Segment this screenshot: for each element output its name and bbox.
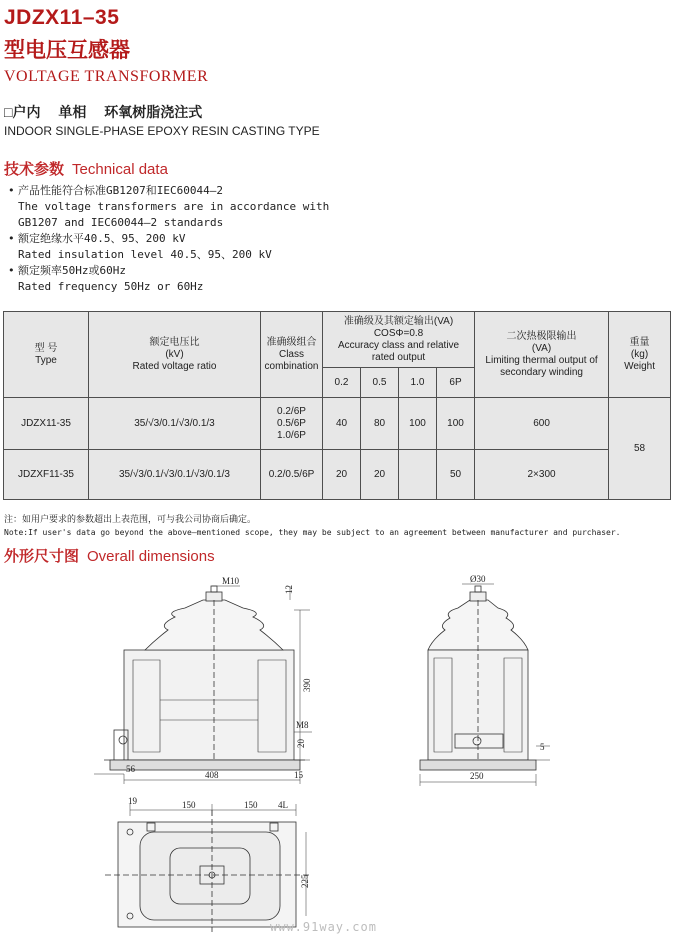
dim-5: 5	[540, 742, 545, 752]
list-item-en: Rated insulation level 40.5、95、200 kV	[18, 248, 272, 261]
dim-225: 225	[300, 874, 310, 888]
dim-56: 56	[126, 764, 135, 774]
cell-weight: 58	[609, 398, 671, 500]
dim-150b: 150	[244, 800, 258, 810]
cell-out-0.5: 80	[361, 398, 399, 450]
cell-out-6p: 50	[437, 450, 475, 500]
cell-out-0.2: 40	[323, 398, 361, 450]
header-ratio: 额定电压比 (kV) Rated voltage ratio	[89, 312, 261, 398]
header-thermal: 二次热极限输出 (VA) Limiting thermal output of secondary winding	[475, 312, 609, 398]
header-type: 型 号 Type	[4, 312, 89, 398]
cell-out-1.0: 100	[399, 398, 437, 450]
cell-out-0.5: 20	[361, 450, 399, 500]
header-acc-0.5: 0.5	[361, 368, 399, 398]
list-item: • 产品性能符合标准GB1207和IEC60044–2	[8, 183, 329, 199]
list-item-en: Rated frequency 50Hz or 60Hz	[18, 280, 204, 293]
dim-19: 19	[128, 796, 137, 806]
dim-12: 12	[284, 585, 294, 594]
cell-out-6p: 100	[437, 398, 475, 450]
list-item: • 额定频率50Hz或60Hz	[8, 263, 329, 279]
dim-20: 20	[296, 739, 306, 748]
cell-ratio: 35/√3/0.1/√3/0.1/√3/0.1/3	[89, 450, 261, 500]
cell-thermal: 2×300	[475, 450, 609, 500]
model-number: JDZX11–35	[4, 6, 120, 29]
dimensions-heading-en: Overall dimensions	[87, 548, 215, 565]
watermark: www.91way.com	[270, 920, 377, 934]
plan-view	[105, 804, 312, 932]
dim-4l: 4L	[278, 800, 288, 810]
table-row	[4, 450, 671, 500]
dimensions-heading	[4, 545, 215, 566]
technical-heading-cn: 技术参数	[4, 161, 65, 178]
dim-408: 408	[205, 770, 219, 780]
product-title-en: VOLTAGE TRANSFORMER	[4, 68, 209, 85]
cell-thermal: 600	[475, 398, 609, 450]
dim-dia30: Ø30	[470, 574, 486, 584]
product-title-cn: 型电压互感器	[4, 39, 130, 62]
header-class: 准确级组合 Class combination	[261, 312, 323, 398]
note-cn: 注：如用户要求的参数超出上表范围，可与我公司协商后确定。	[4, 514, 257, 524]
header-acc-0.2: 0.2	[323, 368, 361, 398]
cell-out-0.2: 20	[323, 450, 361, 500]
type-cn-single-phase: 单相	[58, 104, 87, 120]
cell-ratio: 35/√3/0.1/√3/0.1/3	[89, 398, 261, 450]
note-en: Note:If user's data go beyond the above—mentioned scope, they may be subject to an agreement between manufacturer and purchaser.	[4, 528, 621, 537]
cell-out-1.0	[399, 450, 437, 500]
technical-list	[8, 183, 329, 295]
header-acc-6p: 6P	[437, 368, 475, 398]
cell-class: 0.2/6P 0.5/6P 1.0/6P	[261, 398, 323, 450]
list-item-en: The voltage transformers are in accordance with	[18, 200, 330, 213]
header-output: 准确级及其额定输出(VA) COSΦ=0.8 Accuracy class and relative rated output	[323, 312, 475, 368]
type-cn	[4, 102, 202, 122]
spec-table	[3, 311, 671, 500]
side-view	[420, 584, 550, 786]
cell-type: JDZX11-35	[4, 398, 89, 450]
dimensions-heading-cn: 外形尺寸图	[4, 548, 80, 565]
cell-type: JDZXF11-35	[4, 450, 89, 500]
cell-class: 0.2/0.5/6P	[261, 450, 323, 500]
notes	[4, 513, 621, 539]
header-acc-1.0: 1.0	[399, 368, 437, 398]
dim-15: 15	[294, 770, 303, 780]
list-item-en: GB1207 and IEC60044–2 standards	[18, 216, 224, 229]
table-row	[4, 398, 671, 450]
type-en: INDOOR SINGLE-PHASE EPOXY RESIN CASTING TYPE	[4, 124, 320, 138]
dim-250: 250	[470, 771, 484, 781]
dim-m10: M10	[222, 576, 240, 586]
technical-heading	[4, 158, 168, 179]
list-item: • 额定绝缘水平40.5、95、200 kV	[8, 231, 329, 247]
front-view	[94, 586, 312, 784]
type-cn-indoor: □户内	[4, 104, 41, 120]
header-weight: 重量 (kg) Weight	[609, 312, 671, 398]
dim-150a: 150	[182, 800, 196, 810]
dim-390: 390	[302, 678, 312, 692]
dimension-drawings	[0, 570, 680, 942]
technical-heading-en: Technical data	[72, 161, 168, 178]
type-cn-epoxy: 环氧树脂浇注式	[104, 104, 203, 120]
dim-m8: M8	[296, 720, 309, 730]
